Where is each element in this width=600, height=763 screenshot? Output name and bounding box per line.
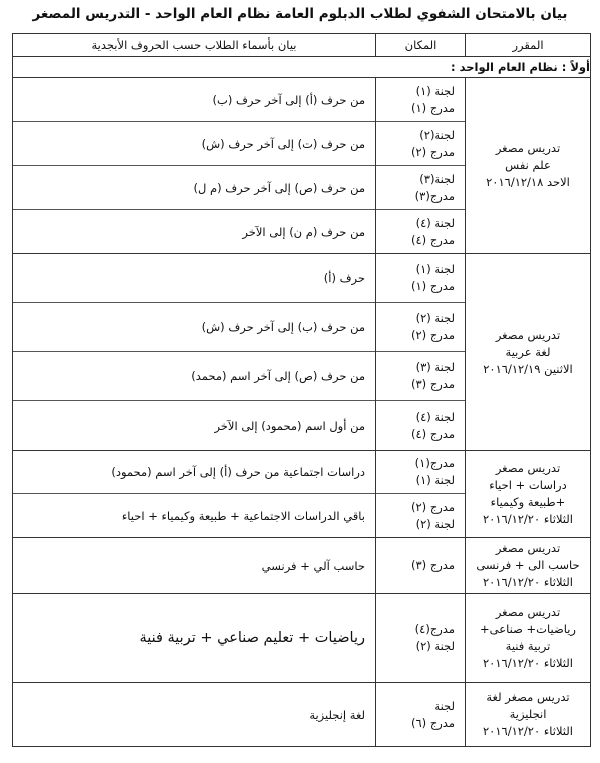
course-group-row (13, 78, 591, 254)
header-names: بيان بأسماء الطلاب حسب الحروف الأبجدية (13, 34, 376, 57)
course-cell (466, 78, 591, 254)
location-line: مدرج (٢) (410, 144, 455, 159)
course-line: الثلاثاء ٢٠١٦/١٢/٢٠ (483, 724, 573, 738)
location-entry (376, 493, 465, 537)
student-range: من أول اسم (محمود) إلى الآخر (13, 400, 375, 450)
schedule-table (12, 33, 591, 747)
location-line: لجنة(٣) (419, 171, 455, 186)
course-group-row (13, 594, 591, 683)
course-line: تدريس مصغر (495, 461, 561, 475)
location-line: مدرج(١) (414, 456, 455, 470)
course-group-row (13, 451, 591, 538)
location-line: لجنة (٤) (415, 215, 455, 230)
course-line: تربية فنية (505, 639, 551, 653)
student-range: لغة إنجليزية (309, 707, 365, 722)
location-cell (376, 683, 466, 747)
location-cell (376, 254, 466, 451)
location-entry (376, 538, 465, 593)
course-line: تدريس مصغر (495, 541, 561, 555)
location-line: مدرج (٣) (410, 377, 455, 391)
location-line: مدرج (١) (410, 100, 455, 115)
location-line: لجنة (٢) (415, 311, 455, 325)
section-row (13, 57, 591, 78)
section-title: أولاً : نظام العام الواحد : (13, 57, 591, 78)
location-entry (376, 78, 465, 121)
document-title: بيان بالامتحان الشفوي لطلاب الدبلوم العامة نظام العام الواحد - التدريس المصغر (32, 6, 568, 22)
course-group-row (13, 254, 591, 451)
location-line: لجنة (١) (415, 83, 455, 98)
location-cell (376, 451, 466, 538)
course-cell (466, 451, 591, 538)
location-line: لجنة (٢) (415, 516, 455, 531)
location-entry (376, 121, 465, 165)
course-group-row (13, 683, 591, 747)
course-line: الثلاثاء ٢٠١٦/١٢/٢٠ (483, 575, 573, 589)
course-line: +طبيعة وكيمياء (490, 495, 566, 509)
header-course: المقرر (466, 34, 591, 57)
course-line: تدريس مصغر (495, 327, 561, 342)
location-entry (376, 351, 465, 400)
location-line: مدرج(٣) (414, 188, 455, 203)
header-location: المكان (376, 34, 466, 57)
names-cell (13, 254, 376, 451)
course-cell (466, 594, 591, 683)
student-range: حاسب آلي + فرنسي (261, 558, 365, 573)
student-range: دراسات اجتماعية من حرف (أ) إلى آخر اسم (محمود) (111, 465, 365, 479)
location-entry (376, 594, 465, 682)
location-line: مدرج (٦) (410, 715, 455, 730)
student-range: من حرف (ت) إلى آخر حرف (ش) (13, 121, 375, 165)
location-line: لجنة (434, 698, 455, 713)
location-entry (376, 254, 465, 302)
names-cell (13, 594, 376, 683)
location-entry (376, 683, 465, 746)
location-entry (376, 451, 465, 493)
course-line: تدريس مصغر لغة (486, 690, 570, 704)
names-cell (13, 538, 376, 594)
location-line: لجنة (٤) (415, 409, 455, 424)
course-line: حاسب الى + فرنسى (476, 558, 580, 572)
student-range: باقي الدراسات الاجتماعية + طبيعة وكيمياء + احياء (13, 493, 375, 537)
location-line: مدرج (٢) (410, 499, 455, 514)
names-cell (13, 451, 376, 538)
location-entry (376, 302, 465, 351)
location-line: لجنة (٣) (415, 360, 455, 374)
location-cell (376, 538, 466, 594)
course-line: انجليزية (509, 707, 547, 721)
course-line: الاثنين ٢٠١٦/١٢/١٩ (483, 361, 573, 376)
course-line: الثلاثاء ٢٠١٦/١٢/٢٠ (483, 656, 573, 670)
location-line: مدرج (٤) (410, 232, 455, 247)
location-entry (376, 165, 465, 209)
location-line: مدرج (٣) (410, 558, 455, 572)
course-line: الثلاثاء ٢٠١٦/١٢/٢٠ (483, 512, 573, 526)
header-row (13, 34, 591, 57)
location-line: لجنة (١) (415, 262, 455, 276)
location-line: لجنة (١) (415, 473, 455, 487)
course-line: الاحد ٢٠١٦/١٢/١٨ (486, 175, 570, 189)
location-line: مدرج(٤) (414, 622, 455, 636)
location-cell (376, 594, 466, 683)
location-line: مدرج (٤) (410, 426, 455, 441)
course-line: تدريس مصغر (495, 605, 561, 619)
student-range: من حرف (ب) إلى آخر حرف (ش) (13, 302, 375, 351)
location-line: مدرج (١) (410, 279, 455, 293)
course-group-row (13, 538, 591, 594)
course-line: تدريس مصغر (495, 141, 561, 155)
names-cell (13, 683, 376, 747)
course-line: دراسات + احياء (489, 478, 567, 492)
location-line: لجنة(٢) (419, 127, 455, 142)
location-line: مدرج (٢) (410, 328, 455, 342)
names-cell (13, 78, 376, 254)
course-line: لغة عربية (505, 344, 551, 359)
student-range: حرف (أ) (323, 271, 365, 285)
student-range: من حرف (ص) إلى آخر حرف (م ل) (13, 165, 375, 209)
student-range: من حرف (م ن) إلى الآخر (13, 209, 375, 253)
course-cell (466, 538, 591, 594)
location-entry (376, 400, 465, 450)
course-line: رياضيات+ صناعى+ (480, 622, 576, 636)
student-range: رياضيات + تعليم صناعي + تربية فنية (139, 630, 365, 646)
location-line: لجنة (٢) (415, 639, 455, 653)
course-cell (466, 254, 591, 451)
location-cell (376, 78, 466, 254)
location-entry (376, 209, 465, 253)
student-range: من حرف (أ) إلى آخر حرف (ب) (212, 92, 365, 107)
course-cell (466, 683, 591, 747)
student-range: من حرف (ص) إلى آخر اسم (محمد) (13, 351, 375, 400)
course-line: علم نفس (505, 158, 551, 172)
